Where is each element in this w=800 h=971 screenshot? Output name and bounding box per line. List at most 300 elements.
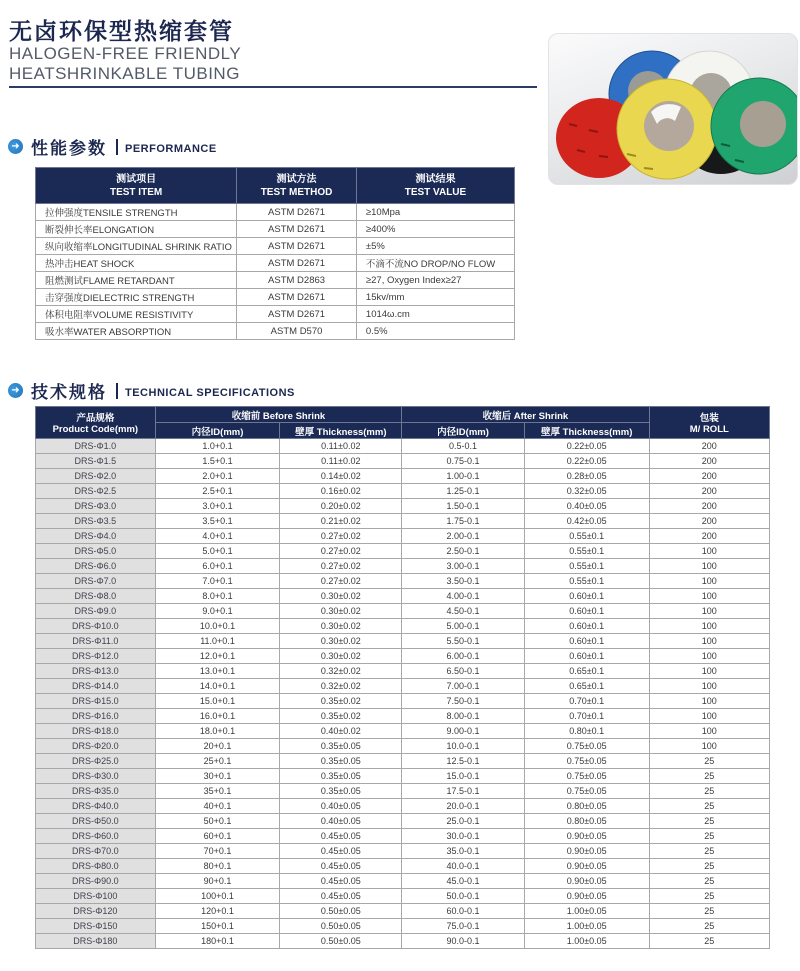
roll-length-cell: 100: [649, 679, 769, 694]
product-code-cell: DRS-Φ150: [36, 919, 156, 934]
id-before-cell: 5.0+0.1: [155, 544, 280, 559]
thickness-after-cell: 0.55±0.1: [524, 574, 649, 589]
product-code-cell: DRS-Φ6.0: [36, 559, 156, 574]
product-code-cell: DRS-Φ11.0: [36, 634, 156, 649]
table-row: [36, 664, 770, 679]
table-row: [36, 559, 770, 574]
roll-length-cell: 100: [649, 589, 769, 604]
id-before-cell: 3.0+0.1: [155, 499, 280, 514]
thickness-after-cell: 1.00±0.05: [524, 904, 649, 919]
table-row: [36, 934, 770, 949]
col-test-value-en: TEST VALUE: [404, 186, 467, 198]
product-code-cell: DRS-Φ2.5: [36, 484, 156, 499]
col-test-item: [36, 168, 237, 204]
table-row: [36, 709, 770, 724]
table-row: [36, 589, 770, 604]
id-before-cell: 180+0.1: [155, 934, 280, 949]
roll-length-cell: 100: [649, 724, 769, 739]
thickness-after-cell: 0.90±0.05: [524, 889, 649, 904]
roll-length-cell: 25: [649, 889, 769, 904]
thickness-before-cell: 0.27±0.02: [280, 559, 402, 574]
id-before-cell: 15.0+0.1: [155, 694, 280, 709]
test-item-cell: 体积电阻率VOLUME RESISTIVITY: [36, 306, 237, 323]
product-code-cell: DRS-Φ18.0: [36, 724, 156, 739]
thickness-before-cell: 0.27±0.02: [280, 529, 402, 544]
id-after-cell: 0.5-0.1: [402, 439, 525, 454]
thickness-after-cell: 0.42±0.05: [524, 514, 649, 529]
table-row: [36, 814, 770, 829]
thickness-before-cell: 0.50±0.05: [280, 904, 402, 919]
thickness-after-cell: 0.80±0.05: [524, 799, 649, 814]
table-row: [36, 514, 770, 529]
table-row: [36, 904, 770, 919]
id-after-cell: 90.0-0.1: [402, 934, 525, 949]
id-after-cell: 25.0-0.1: [402, 814, 525, 829]
table-row: [36, 649, 770, 664]
id-before-cell: 40+0.1: [155, 799, 280, 814]
table-row: [36, 306, 515, 323]
col-product-code-en: Product Code(mm): [52, 424, 139, 435]
product-code-cell: DRS-Φ20.0: [36, 739, 156, 754]
thickness-after-cell: 0.55±0.1: [524, 529, 649, 544]
product-code-cell: DRS-Φ15.0: [36, 694, 156, 709]
product-code-cell: DRS-Φ8.0: [36, 589, 156, 604]
id-after-cell: 1.75-0.1: [402, 514, 525, 529]
id-after-cell: 1.00-0.1: [402, 469, 525, 484]
thickness-before-cell: 0.35±0.02: [280, 709, 402, 724]
table-row: [36, 679, 770, 694]
test-value-cell: 1014ω.cm: [356, 306, 514, 323]
id-after-cell: 7.00-0.1: [402, 679, 525, 694]
id-before-cell: 25+0.1: [155, 754, 280, 769]
arrow-circle-icon: ➜: [8, 139, 23, 154]
col-test-value-cn: 测试结果: [415, 173, 456, 185]
id-before-cell: 120+0.1: [155, 904, 280, 919]
thickness-before-cell: 0.35±0.05: [280, 754, 402, 769]
performance-table-body: [36, 204, 515, 340]
id-before-cell: 16.0+0.1: [155, 709, 280, 724]
thickness-before-cell: 0.35±0.05: [280, 784, 402, 799]
thickness-before-cell: 0.27±0.02: [280, 574, 402, 589]
product-code-cell: DRS-Φ25.0: [36, 754, 156, 769]
thickness-after-cell: 0.60±0.1: [524, 634, 649, 649]
thickness-before-cell: 0.35±0.05: [280, 739, 402, 754]
table-row: [36, 484, 770, 499]
thickness-before-cell: 0.35±0.02: [280, 694, 402, 709]
thickness-after-cell: 0.60±0.1: [524, 619, 649, 634]
id-after-cell: 5.50-0.1: [402, 634, 525, 649]
thickness-before-cell: 0.32±0.02: [280, 679, 402, 694]
table-row: [36, 619, 770, 634]
thickness-before-cell: 0.16±0.02: [280, 484, 402, 499]
id-before-cell: 20+0.1: [155, 739, 280, 754]
page-title: 无卤环保型热缩套管: [9, 18, 234, 44]
thickness-before-cell: 0.45±0.05: [280, 874, 402, 889]
product-code-cell: DRS-Φ120: [36, 904, 156, 919]
thickness-before-cell: 0.30±0.02: [280, 619, 402, 634]
table-row: [36, 799, 770, 814]
table-row: [36, 529, 770, 544]
table-row: [36, 323, 515, 340]
id-before-cell: 2.0+0.1: [155, 469, 280, 484]
col-packaging-cn: 包装: [699, 413, 719, 424]
roll-length-cell: 100: [649, 604, 769, 619]
roll-length-cell: 100: [649, 664, 769, 679]
product-code-cell: DRS-Φ7.0: [36, 574, 156, 589]
product-code-cell: DRS-Φ70.0: [36, 844, 156, 859]
id-after-cell: 10.0-0.1: [402, 739, 525, 754]
table-row: [36, 272, 515, 289]
roll-length-cell: 200: [649, 439, 769, 454]
table-row: [36, 439, 770, 454]
id-after-cell: 15.0-0.1: [402, 769, 525, 784]
id-after-cell: 30.0-0.1: [402, 829, 525, 844]
test-method-cell: ASTM D2671: [237, 238, 357, 255]
test-method-cell: ASTM D2671: [237, 255, 357, 272]
thickness-after-cell: 0.90±0.05: [524, 844, 649, 859]
id-after-cell: 1.50-0.1: [402, 499, 525, 514]
thickness-after-cell: 0.22±0.05: [524, 439, 649, 454]
subtitle-line2: HEATSHRINKABLE TUBING: [9, 64, 240, 83]
table-row: [36, 919, 770, 934]
thickness-before-cell: 0.40±0.05: [280, 799, 402, 814]
roll-length-cell: 200: [649, 484, 769, 499]
table-row: [36, 255, 515, 272]
product-code-cell: DRS-Φ13.0: [36, 664, 156, 679]
id-after-cell: 40.0-0.1: [402, 859, 525, 874]
table-row: [36, 829, 770, 844]
id-after-cell: 35.0-0.1: [402, 844, 525, 859]
thickness-after-cell: 0.60±0.1: [524, 604, 649, 619]
tubing-rolls-image: [549, 34, 798, 185]
product-code-cell: DRS-Φ30.0: [36, 769, 156, 784]
id-after-cell: 45.0-0.1: [402, 874, 525, 889]
product-code-cell: DRS-Φ5.0: [36, 544, 156, 559]
id-after-cell: 8.00-0.1: [402, 709, 525, 724]
id-before-cell: 70+0.1: [155, 844, 280, 859]
id-after-cell: 6.50-0.1: [402, 664, 525, 679]
performance-title-en: PERFORMANCE: [125, 142, 217, 155]
product-code-cell: DRS-Φ14.0: [36, 679, 156, 694]
roll-length-cell: 100: [649, 559, 769, 574]
roll-length-cell: 25: [649, 754, 769, 769]
test-item-cell: 热冲击HEAT SHOCK: [36, 255, 237, 272]
thickness-before-cell: 0.45±0.05: [280, 844, 402, 859]
id-after-cell: 1.25-0.1: [402, 484, 525, 499]
table-row: [36, 769, 770, 784]
product-code-cell: DRS-Φ180: [36, 934, 156, 949]
table-row: [36, 859, 770, 874]
roll-length-cell: 25: [649, 859, 769, 874]
table-row: [36, 499, 770, 514]
id-before-cell: 2.5+0.1: [155, 484, 280, 499]
col-product-code-cn: 产品规格: [76, 413, 115, 424]
test-item-cell: 纵向收缩率LONGITUDINAL SHRINK RATIO: [36, 238, 237, 255]
roll-length-cell: 100: [649, 634, 769, 649]
id-before-cell: 9.0+0.1: [155, 604, 280, 619]
thickness-after-cell: 0.90±0.05: [524, 829, 649, 844]
thickness-after-cell: 0.55±0.1: [524, 559, 649, 574]
col-id-after: 内径ID(mm): [402, 423, 525, 439]
thickness-before-cell: 0.32±0.02: [280, 664, 402, 679]
header-divider: [9, 86, 537, 88]
col-test-method-en: TEST METHOD: [260, 186, 333, 198]
title-separator: [116, 139, 118, 155]
test-value-cell: ≥10Mpa: [356, 204, 514, 221]
table-row: [36, 724, 770, 739]
id-after-cell: 7.50-0.1: [402, 694, 525, 709]
id-before-cell: 1.5+0.1: [155, 454, 280, 469]
roll-length-cell: 100: [649, 574, 769, 589]
thickness-after-cell: 1.00±0.05: [524, 919, 649, 934]
table-row: [36, 221, 515, 238]
thickness-before-cell: 0.45±0.05: [280, 889, 402, 904]
test-value-cell: 0.5%: [356, 323, 514, 340]
id-after-cell: 60.0-0.1: [402, 904, 525, 919]
colgroup-before-shrink: 收缩前 Before Shrink: [155, 407, 402, 423]
roll-length-cell: 25: [649, 844, 769, 859]
test-method-cell: ASTM D2671: [237, 289, 357, 306]
test-method-cell: ASTM D2671: [237, 221, 357, 238]
test-method-cell: ASTM D2671: [237, 204, 357, 221]
roll-length-cell: 25: [649, 874, 769, 889]
col-packaging-en: M/ ROLL: [689, 424, 729, 435]
col-test-value: [356, 168, 514, 204]
id-before-cell: 90+0.1: [155, 874, 280, 889]
col-packaging: [649, 407, 769, 439]
product-code-cell: DRS-Φ35.0: [36, 784, 156, 799]
product-code-cell: DRS-Φ3.0: [36, 499, 156, 514]
id-after-cell: 3.50-0.1: [402, 574, 525, 589]
product-code-cell: DRS-Φ16.0: [36, 709, 156, 724]
product-code-cell: DRS-Φ100: [36, 889, 156, 904]
id-before-cell: 11.0+0.1: [155, 634, 280, 649]
table-row: [36, 574, 770, 589]
thickness-after-cell: 0.90±0.05: [524, 874, 649, 889]
roll-length-cell: 100: [649, 619, 769, 634]
table-row: [36, 694, 770, 709]
id-after-cell: 5.00-0.1: [402, 619, 525, 634]
table-row: [36, 544, 770, 559]
id-after-cell: 0.75-0.1: [402, 454, 525, 469]
thickness-after-cell: 0.55±0.1: [524, 544, 649, 559]
id-after-cell: 17.5-0.1: [402, 784, 525, 799]
table-row: [36, 889, 770, 904]
id-before-cell: 150+0.1: [155, 919, 280, 934]
thickness-after-cell: 0.40±0.05: [524, 499, 649, 514]
specifications-section-header: [8, 378, 295, 403]
test-value-cell: ±5%: [356, 238, 514, 255]
id-before-cell: 18.0+0.1: [155, 724, 280, 739]
specifications-table-body: [36, 439, 770, 949]
table-row: [36, 739, 770, 754]
id-before-cell: 14.0+0.1: [155, 679, 280, 694]
id-before-cell: 1.0+0.1: [155, 439, 280, 454]
product-code-cell: DRS-Φ10.0: [36, 619, 156, 634]
roll-length-cell: 25: [649, 919, 769, 934]
performance-table: [35, 167, 515, 340]
product-code-cell: DRS-Φ3.5: [36, 514, 156, 529]
product-code-cell: DRS-Φ50.0: [36, 814, 156, 829]
thickness-after-cell: 0.32±0.05: [524, 484, 649, 499]
test-value-cell: 15kv/mm: [356, 289, 514, 306]
test-value-cell: ≥27, Oxygen Index≥27: [356, 272, 514, 289]
test-value-cell: 不滴不流NO DROP/NO FLOW: [356, 255, 514, 272]
id-after-cell: 2.00-0.1: [402, 529, 525, 544]
id-after-cell: 4.00-0.1: [402, 589, 525, 604]
thickness-after-cell: 0.90±0.05: [524, 859, 649, 874]
product-code-cell: DRS-Φ90.0: [36, 874, 156, 889]
roll-length-cell: 100: [649, 694, 769, 709]
product-code-cell: DRS-Φ4.0: [36, 529, 156, 544]
col-test-item-en: TEST ITEM: [109, 186, 163, 198]
id-after-cell: 4.50-0.1: [402, 604, 525, 619]
thickness-before-cell: 0.20±0.02: [280, 499, 402, 514]
roll-length-cell: 100: [649, 649, 769, 664]
thickness-after-cell: 0.22±0.05: [524, 454, 649, 469]
id-after-cell: 20.0-0.1: [402, 799, 525, 814]
thickness-after-cell: 0.70±0.1: [524, 709, 649, 724]
thickness-after-cell: 0.75±0.05: [524, 754, 649, 769]
test-item-cell: 阻燃测试FLAME RETARDANT: [36, 272, 237, 289]
col-id-before: 内径ID(mm): [155, 423, 280, 439]
thickness-after-cell: 1.00±0.05: [524, 934, 649, 949]
thickness-after-cell: 0.75±0.05: [524, 769, 649, 784]
table-row: [36, 604, 770, 619]
colgroup-after-shrink: 收缩后 After Shrink: [402, 407, 649, 423]
thickness-after-cell: 0.60±0.1: [524, 589, 649, 604]
page-subtitle: [9, 44, 241, 84]
product-code-cell: DRS-Φ60.0: [36, 829, 156, 844]
thickness-before-cell: 0.50±0.05: [280, 934, 402, 949]
subtitle-line1: HALOGEN-FREE FRIENDLY: [9, 44, 242, 63]
thickness-before-cell: 0.40±0.05: [280, 814, 402, 829]
table-row: [36, 289, 515, 306]
performance-section-header: [8, 134, 217, 159]
table-row: [36, 784, 770, 799]
thickness-after-cell: 0.75±0.05: [524, 784, 649, 799]
id-before-cell: 80+0.1: [155, 859, 280, 874]
roll-length-cell: 100: [649, 739, 769, 754]
roll-length-cell: 25: [649, 904, 769, 919]
id-after-cell: 75.0-0.1: [402, 919, 525, 934]
specifications-table: [35, 406, 770, 949]
thickness-before-cell: 0.21±0.02: [280, 514, 402, 529]
id-before-cell: 12.0+0.1: [155, 649, 280, 664]
thickness-before-cell: 0.30±0.02: [280, 604, 402, 619]
table-row: [36, 204, 515, 221]
performance-table-head: [36, 168, 515, 204]
table-row: [36, 469, 770, 484]
test-method-cell: ASTM D570: [237, 323, 357, 340]
product-code-cell: DRS-Φ1.0: [36, 439, 156, 454]
product-code-cell: DRS-Φ9.0: [36, 604, 156, 619]
roll-length-cell: 25: [649, 799, 769, 814]
thickness-after-cell: 0.60±0.1: [524, 649, 649, 664]
test-value-cell: ≥400%: [356, 221, 514, 238]
table-row: [36, 754, 770, 769]
id-after-cell: 12.5-0.1: [402, 754, 525, 769]
thickness-after-cell: 0.28±0.05: [524, 469, 649, 484]
id-before-cell: 6.0+0.1: [155, 559, 280, 574]
table-row: [36, 634, 770, 649]
product-code-cell: DRS-Φ40.0: [36, 799, 156, 814]
roll-length-cell: 25: [649, 934, 769, 949]
id-after-cell: 2.50-0.1: [402, 544, 525, 559]
thickness-before-cell: 0.27±0.02: [280, 544, 402, 559]
thickness-before-cell: 0.45±0.05: [280, 859, 402, 874]
thickness-after-cell: 0.80±0.1: [524, 724, 649, 739]
roll-length-cell: 100: [649, 709, 769, 724]
id-after-cell: 6.00-0.1: [402, 649, 525, 664]
roll-length-cell: 25: [649, 829, 769, 844]
thickness-before-cell: 0.35±0.05: [280, 769, 402, 784]
roll-length-cell: 200: [649, 469, 769, 484]
id-before-cell: 50+0.1: [155, 814, 280, 829]
specifications-title-en: TECHNICAL SPECIFICATIONS: [125, 386, 295, 399]
col-product-code: [36, 407, 156, 439]
performance-title-cn: 性能参数: [31, 139, 107, 158]
id-before-cell: 35+0.1: [155, 784, 280, 799]
thickness-before-cell: 0.50±0.05: [280, 919, 402, 934]
thickness-before-cell: 0.30±0.02: [280, 649, 402, 664]
thickness-after-cell: 0.75±0.05: [524, 739, 649, 754]
product-code-cell: DRS-Φ1.5: [36, 454, 156, 469]
id-before-cell: 3.5+0.1: [155, 514, 280, 529]
roll-length-cell: 200: [649, 514, 769, 529]
product-code-cell: DRS-Φ2.0: [36, 469, 156, 484]
thickness-before-cell: 0.40±0.02: [280, 724, 402, 739]
test-item-cell: 吸水率WATER ABSORPTION: [36, 323, 237, 340]
roll-length-cell: 100: [649, 544, 769, 559]
id-before-cell: 8.0+0.1: [155, 589, 280, 604]
thickness-before-cell: 0.11±0.02: [280, 454, 402, 469]
id-after-cell: 50.0-0.1: [402, 889, 525, 904]
thickness-before-cell: 0.30±0.02: [280, 634, 402, 649]
test-item-cell: 击穿强度DIELECTRIC STRENGTH: [36, 289, 237, 306]
product-code-cell: DRS-Φ80.0: [36, 859, 156, 874]
thickness-before-cell: 0.45±0.05: [280, 829, 402, 844]
table-row: [36, 874, 770, 889]
thickness-before-cell: 0.30±0.02: [280, 589, 402, 604]
id-before-cell: 10.0+0.1: [155, 619, 280, 634]
thickness-after-cell: 0.65±0.1: [524, 679, 649, 694]
thickness-before-cell: 0.14±0.02: [280, 469, 402, 484]
roll-length-cell: 25: [649, 784, 769, 799]
col-test-method: [237, 168, 357, 204]
id-before-cell: 100+0.1: [155, 889, 280, 904]
title-separator: [116, 383, 118, 399]
id-after-cell: 3.00-0.1: [402, 559, 525, 574]
roll-length-cell: 200: [649, 454, 769, 469]
id-before-cell: 13.0+0.1: [155, 664, 280, 679]
test-method-cell: ASTM D2863: [237, 272, 357, 289]
table-row: [36, 844, 770, 859]
thickness-after-cell: 0.65±0.1: [524, 664, 649, 679]
table-row: [36, 454, 770, 469]
id-before-cell: 4.0+0.1: [155, 529, 280, 544]
roll-length-cell: 200: [649, 499, 769, 514]
id-before-cell: 30+0.1: [155, 769, 280, 784]
arrow-circle-icon: ➜: [8, 383, 23, 398]
test-item-cell: 拉伸强度TENSILE STRENGTH: [36, 204, 237, 221]
product-photo: [548, 33, 798, 185]
col-thickness-after: 壁厚 Thickness(mm): [524, 423, 649, 439]
thickness-after-cell: 0.70±0.1: [524, 694, 649, 709]
thickness-before-cell: 0.11±0.02: [280, 439, 402, 454]
test-item-cell: 断裂伸长率ELONGATION: [36, 221, 237, 238]
product-code-cell: DRS-Φ12.0: [36, 649, 156, 664]
